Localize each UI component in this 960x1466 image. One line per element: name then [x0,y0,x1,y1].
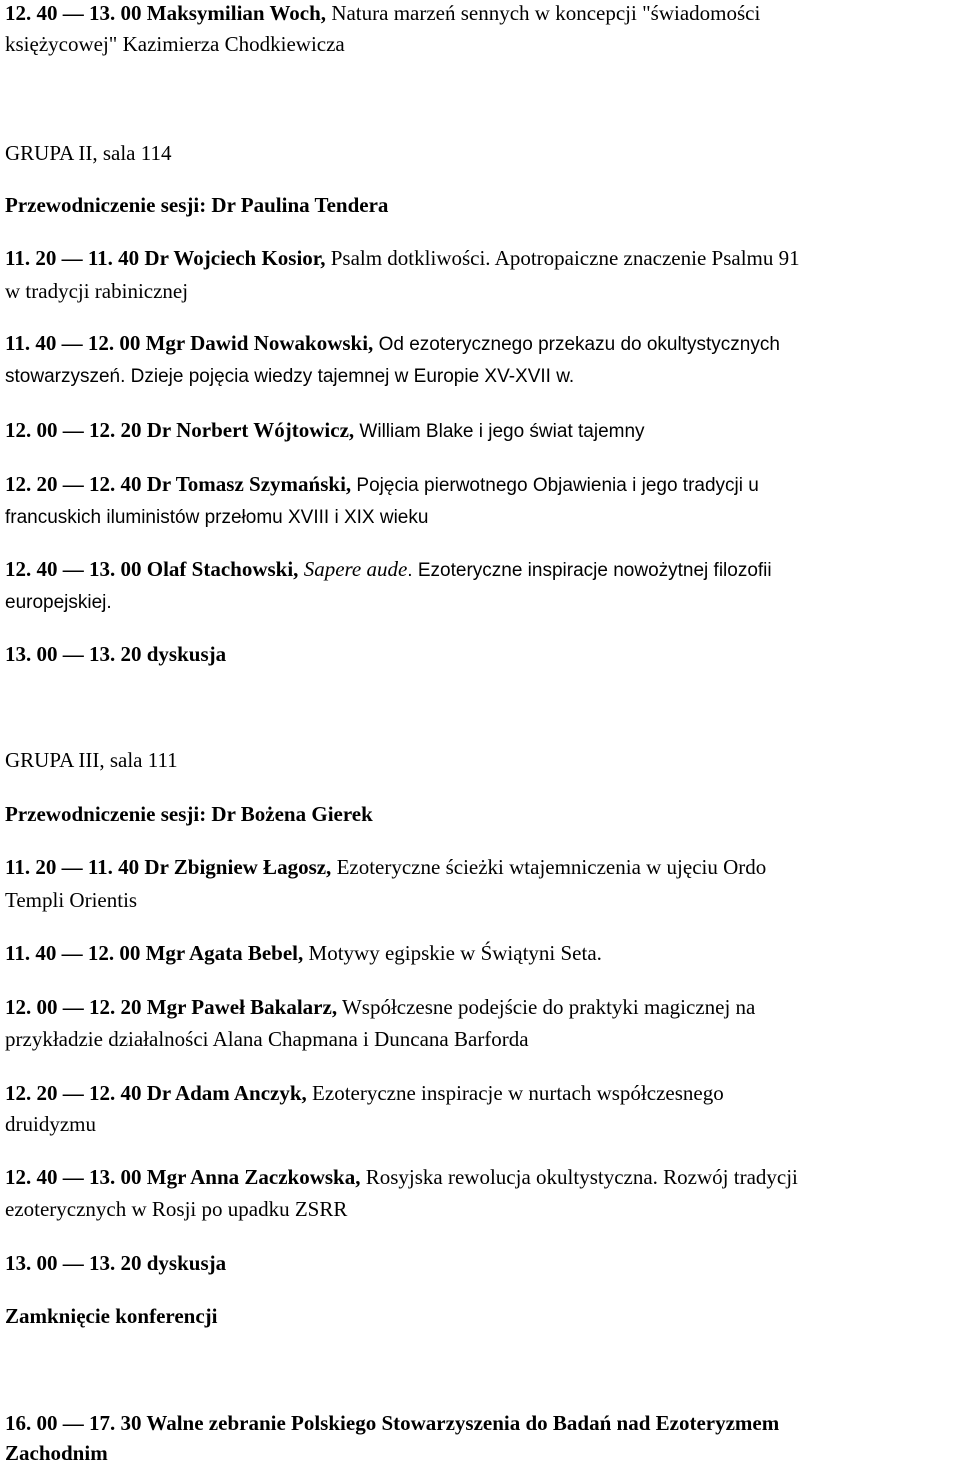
program-line: europejskiej. [5,592,112,613]
program-line: francuskich iluministów przełomu XVIII i XIX wieku [5,507,429,528]
program-line: ezoterycznych w Rosji po upadku ZSRR [5,1197,348,1221]
program-line: 11. 40 — 12. 00 Mgr Dawid Nowakowski, Od ezoterycznego przekazu do okultystycznych [5,331,780,355]
discussion-line: 13. 00 — 13. 20 dyskusja [5,642,227,666]
session-chair: Przewodniczenie sesji: Dr Bożena Gierek [5,802,373,826]
session-chair: Przewodniczenie sesji: Dr Paulina Tendera [5,193,389,217]
program-line: 12. 00 — 12. 20 Dr Norbert Wójtowicz, William Blake i jego świat tajemny [5,418,645,442]
program-line: druidyzmu [5,1112,96,1136]
group-heading: GRUPA II, sala 114 [5,141,172,165]
program-line: przykładzie działalności Alana Chapmana i Duncana Barforda [5,1027,529,1051]
assembly-line: 16. 00 — 17. 30 Walne zebranie Polskiego Stowarzyszenia do Badań nad Ezoteryzmem [5,1411,780,1435]
program-line: 11. 20 — 11. 40 Dr Wojciech Kosior, Psalm dotkliwości. Apotropaiczne znaczenie Psalmu 91 [5,246,800,270]
program-line: 12. 40 — 13. 00 Maksymilian Woch, Natura marzeń sennych w koncepcji "świadomości [5,1,761,25]
program-line: 12. 40 — 13. 00 Mgr Anna Zaczkowska, Rosyjska rewolucja okultystyczna. Rozwój tradycji [5,1165,798,1189]
program-line: 11. 40 — 12. 00 Mgr Agata Bebel, Motywy egipskie w Świątyni Seta. [5,941,602,965]
program-line: Templi Orientis [5,888,138,912]
program-line: 12. 40 — 13. 00 Olaf Stachowski, Sapere aude. Ezoteryczne inspiracje nowożytnej filozofii [5,557,772,581]
program-line: 12. 20 — 12. 40 Dr Adam Anczyk, Ezoteryczne inspiracje w nurtach współczesnego [5,1081,724,1105]
program-line: w tradycji rabinicznej [5,279,189,303]
program-line: 11. 20 — 11. 40 Dr Zbigniew Łagosz, Ezoteryczne ścieżki wtajemniczenia w ujęciu Ordo [5,855,767,879]
program-line: stowarzyszeń. Dzieje pojęcia wiedzy tajemnej w Europie XV-XVII w. [5,366,575,387]
closing-line: Zamknięcie konferencji [5,1304,218,1328]
program-line: 12. 20 — 12. 40 Dr Tomasz Szymański, Pojęcia pierwotnego Objawienia i jego tradycji u [5,472,759,496]
program-line: księżycowej" Kazimierza Chodkiewicza [5,32,345,56]
program-line: 12. 00 — 12. 20 Mgr Paweł Bakalarz, Współczesne podejście do praktyki magicznej na [5,995,756,1019]
assembly-line: Zachodnim [5,1441,108,1465]
discussion-line: 13. 00 — 13. 20 dyskusja [5,1251,227,1275]
group-heading: GRUPA III, sala 111 [5,748,178,772]
